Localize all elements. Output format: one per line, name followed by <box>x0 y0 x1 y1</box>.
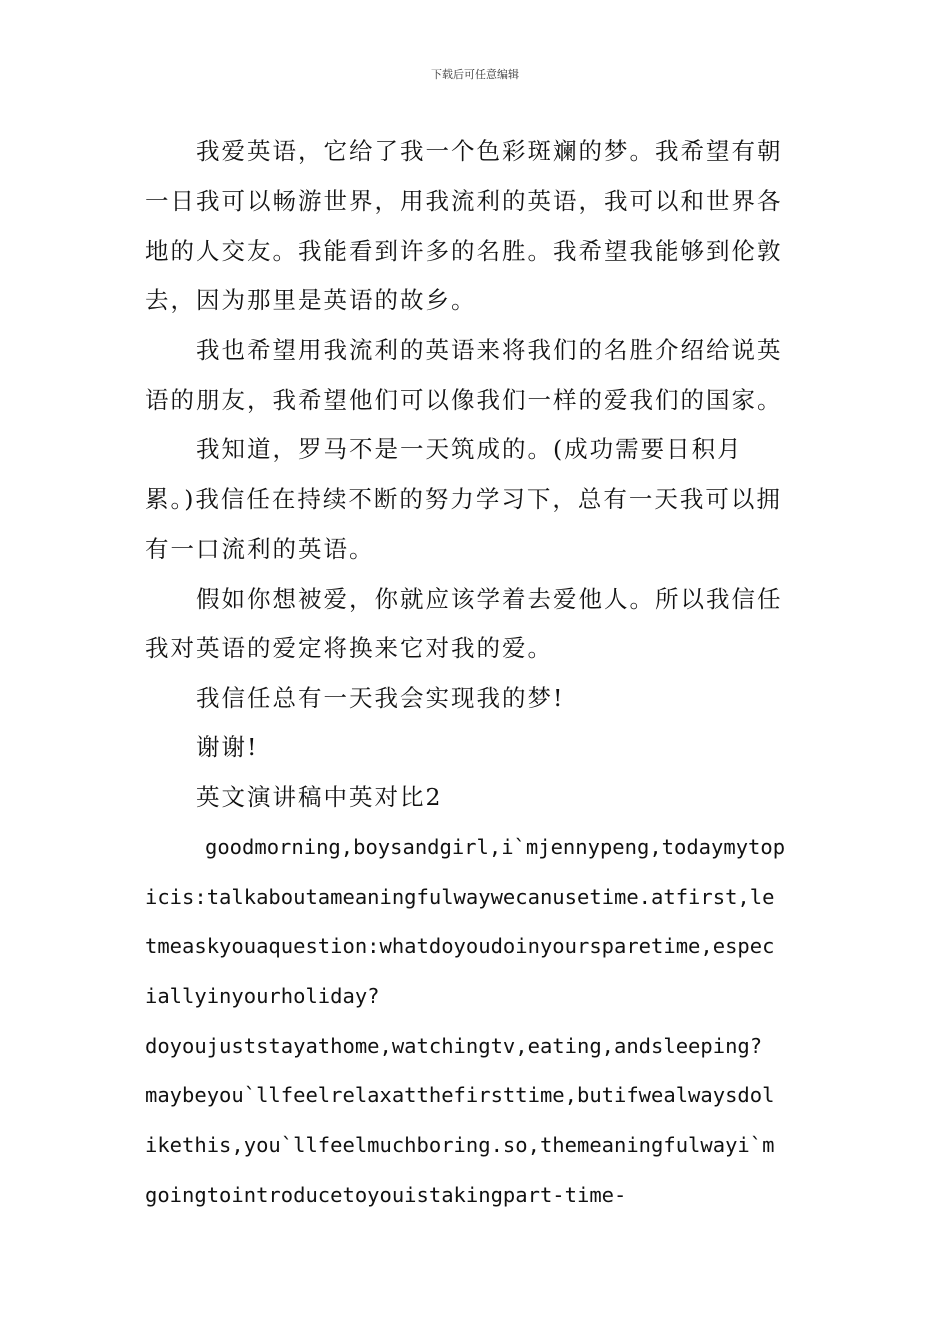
english-line: iallyinyourholiday? <box>145 984 380 1008</box>
english-line: icis:talkaboutameaningfulwaywecanusetime.atfirst,le <box>145 885 775 909</box>
paragraph-line: 我知道，罗马不是一天筑成的。(成功需要日积月 <box>196 435 743 463</box>
paragraph-line: 有一口流利的英语。 <box>145 535 375 563</box>
english-line: doyoujuststayathome,watchingtv,eating,andsleeping? <box>145 1034 763 1058</box>
paragraph-line: 假如你想被爱，你就应该学着去爱他人。所以我信任 <box>196 585 783 613</box>
paragraph-line: 我爱英语，它给了我一个色彩斑斓的梦。我希望有朝 <box>196 137 783 165</box>
paragraph-line: 我对英语的爱定将换来它对我的爱。 <box>145 634 553 662</box>
english-line: tmeaskyouaquestion:whatdoyoudoinyoursparetime,espec <box>145 934 775 958</box>
paragraph-line: 语的朋友，我希望他们可以像我们一样的爱我们的国家。 <box>145 386 783 414</box>
english-line: goodmorning,boysandgirl,i`mjennypeng,todaymytop <box>205 835 786 859</box>
paragraph-line: 去，因为那里是英语的故乡。 <box>145 286 477 314</box>
paragraph-line: 一日我可以畅游世界，用我流利的英语，我可以和世界各 <box>145 187 783 215</box>
english-line: ikethis,you`llfeelmuchboring.so,themeaningfulwayi`m <box>145 1133 775 1157</box>
paragraph-line: 我信任总有一天我会实现我的梦! <box>196 684 565 712</box>
paragraph-line: 累。)我信任在持续不断的努力学习下，总有一天我可以拥 <box>145 485 782 513</box>
paragraph-line: 谢谢! <box>196 733 259 761</box>
paragraph-line: 地的人交友。我能看到许多的名胜。我希望我能够到伦敦 <box>145 237 783 265</box>
english-line: maybeyou`llfeelrelaxatthefirsttime,butifwealwaysdol <box>145 1083 775 1107</box>
paragraph-line: 我也希望用我流利的英语来将我们的名胜介绍给说英 <box>196 336 783 364</box>
page-header: 下载后可任意编辑 <box>431 68 519 81</box>
english-line: goingtointroducetoyouistakingpart-time- <box>145 1183 627 1207</box>
section-title: 英文演讲稿中英对比2 <box>196 783 443 811</box>
